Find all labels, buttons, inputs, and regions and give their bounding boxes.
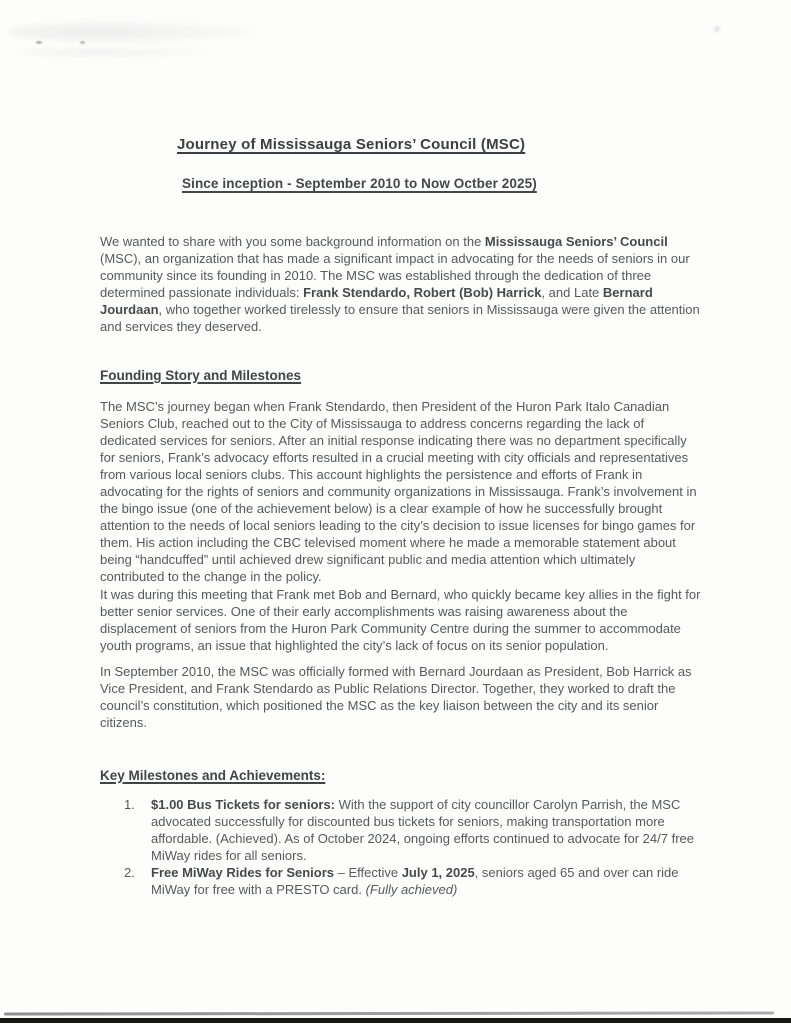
list-item-number: 2. [124, 865, 135, 880]
list-item [124, 864, 702, 898]
text-run-bold: Free MiWay Rides for Seniors [151, 865, 335, 880]
scanner-edge-grey-line [4, 1011, 774, 1015]
scan-dot-artifact [712, 24, 722, 34]
text-run-bold: July 1, 2025 [401, 865, 475, 880]
list-item-text [151, 796, 702, 864]
text-run: – Effective [334, 865, 402, 880]
scanner-edge-black-line [0, 1018, 791, 1023]
section-heading-founding-story: Founding Story and Milestones [100, 368, 302, 383]
scan-smudge-artifact [14, 46, 224, 59]
section-heading-key-milestones: Key Milestones and Achievements: [100, 768, 326, 783]
scan-smudge-artifact [8, 20, 258, 44]
text-run: We wanted to share with you some background information on the [100, 234, 485, 249]
scan-dot-artifact [36, 41, 42, 44]
text-run-bold: $1.00 Bus Tickets for seniors: [151, 797, 336, 812]
intro-paragraph [100, 233, 702, 335]
text-run-italic: (Fully achieved) [365, 882, 458, 897]
achievements-list [124, 796, 702, 898]
scan-dot-artifact [80, 41, 85, 44]
document-subtitle: Since inception - September 2010 to Now Octber 2025) [182, 176, 537, 191]
list-item-text [151, 864, 702, 898]
text-run: , seniors aged 65 and over can ride MiWay for free with a PRESTO card. [151, 865, 679, 897]
text-run: , and Late [541, 285, 603, 300]
document-title: Journey of Mississauga Seniors’ Council (MSC) [177, 136, 526, 153]
founding-paragraph-3: In September 2010, the MSC was officially formed with Bernard Jourdaan as President, Bob Harrick as Vice President, and Frank Stendardo as Public Relations Director. Together, they worked to draft the council’s constitution, which positioned the MSC as the key liaison between the city and its senior citizens. [100, 664, 692, 730]
founding-paragraph-1: The MSC’s journey began when Frank Stendardo, then President of the Huron Park Italo Canadian Seniors Club, reached out to the City of Mississauga to address concerns regarding the lack of dedicated services for seniors. After an initial response indicating there was no department specifically for seniors, Frank’s advocacy efforts resulted in a crucial meeting with city officials and representatives from various local seniors clubs. This account highlights the persistence and efforts of Frank in advocating for the rights of seniors and community organizations in Mississauga. Frank’s involvement in the bingo issue (one of the achievement below) is a clear example of how he successfully brought attention to the needs of local seniors leading to the city’s decision to issue licenses for bingo games for them. His action including the CBC televised moment where he made a memorable statement about being “handcuffed” until achieved drew significant public and media attention which ultimately contributed to the change in the policy. [100, 399, 697, 584]
text-run-bold: Mississauga Seniors’ Council [484, 234, 668, 249]
text-run: With the support of city councillor Carolyn Parrish, the MSC advocated successfully for discounted bus tickets for seniors, making transportation more affordable. (Achieved). As of October 2024, ongoing efforts continued to advocate for 24/7 free MiWay rides for all seniors. [151, 797, 694, 863]
list-item [124, 796, 702, 864]
text-run: (MSC), an organization that has made a significant impact in advocating for the needs of seniors in our community since its founding in 2010. The MSC was established through the dedication of three determined passionate individuals: [100, 251, 690, 300]
text-run: , who together worked tirelessly to ensure that seniors in Mississauga were given the attention and services they deserved. [100, 302, 700, 334]
text-run-bold: Bernard Jourdaan [100, 285, 653, 317]
text-run-bold: Frank Stendardo, Robert (Bob) Harrick [303, 285, 542, 300]
list-item-number: 1. [124, 797, 135, 812]
founding-paragraph-2: It was during this meeting that Frank met Bob and Bernard, who quickly became key allies in the fight for better senior services. One of their early accomplishments was raising awareness about the displacement of seniors from the Huron Park Community Centre during the summer to accommodate youth programs, an issue that highlighted the city’s lack of focus on its senior population. [100, 587, 701, 653]
